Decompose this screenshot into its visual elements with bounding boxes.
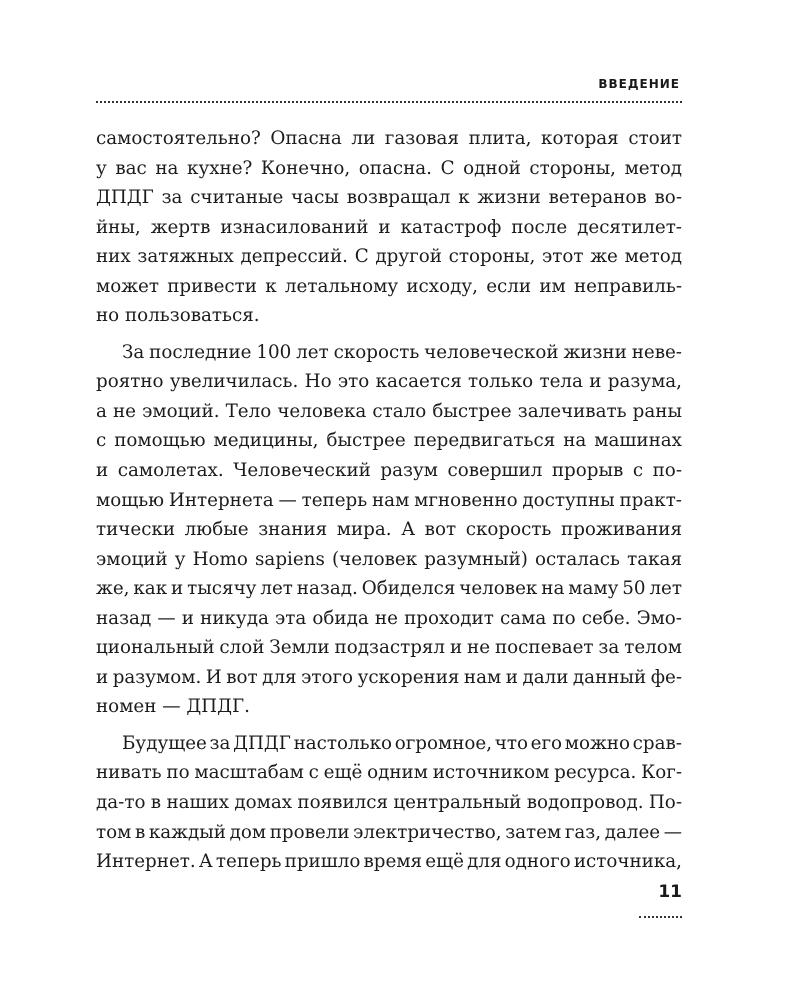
text-line: номен — ДПДГ.	[96, 696, 250, 718]
text-line: них затяжных депрессий. С другой стороны, этот же метод	[96, 246, 682, 268]
page-body-text	[96, 124, 682, 877]
text-line: Будущее за ДПДГ настолько огромное, что его можно срав-	[122, 732, 682, 754]
text-line: а не эмоций. Тело человека стало быстрее залечивать раны	[96, 400, 682, 422]
text-line: эмоций у Homo sapiens (человек разумный) осталась такая	[96, 548, 682, 570]
text-line: может привести к летальному исходу, если им неправиль-	[96, 275, 682, 297]
text-line: с помощью медицины, быстрее передвигаться на машинах	[96, 430, 682, 452]
text-line: самостоятельно? Опасна ли газовая плита, которая стоит	[96, 128, 682, 149]
page-number: 11	[658, 882, 682, 902]
text-line: назад — и никуда эта обида не проходит сама по себе. Эмо-	[96, 607, 682, 629]
text-line: ДПДГ за считаные часы возвращал к жизни ветеранов во-	[96, 187, 682, 209]
text-line: За последние 100 лет скорость человеческой жизни неве-	[122, 341, 682, 363]
text-line: том в каждый дом провели электричество, затем газ, далее —	[96, 821, 682, 843]
text-line: и разумом. И вот для этого ускорения нам и дали данный фе-	[96, 666, 682, 688]
text-line: Интернет. А теперь пришло время ещё для одного источника,	[96, 851, 682, 873]
text-line: и самолетах. Человеческий разум совершил прорыв с по-	[96, 460, 682, 482]
text-line: циональный слой Земли подзастрял и не поспевает за телом	[96, 637, 682, 659]
text-line: же, как и тысячу лет назад. Обиделся человек на маму 50 лет	[96, 578, 682, 600]
footer-dotted-rule	[639, 916, 682, 918]
text-line: да-то в наших домах появился центральный водопровод. По-	[96, 792, 682, 814]
text-line: у вас на кухне? Конечно, опасна. С одной стороны, метод	[96, 157, 682, 179]
header-dotted-rule	[96, 101, 682, 103]
running-header	[96, 72, 682, 106]
section-title: ВВЕДЕНИЕ	[598, 77, 680, 91]
text-line: йны, жертв изнасилований и катастроф после десятилет-	[96, 216, 682, 238]
text-line: тически любые знания мира. А вот скорость проживания	[96, 519, 682, 541]
text-line: но пользоваться.	[96, 305, 260, 327]
text-line: роятно увеличилась. Но это касается только тела и разума,	[96, 371, 682, 393]
text-line: нивать по масштабам с ещё одним источником ресурса. Ког-	[96, 762, 682, 784]
text-line: мощью Интернета — теперь нам мгновенно доступны практ-	[96, 489, 682, 511]
